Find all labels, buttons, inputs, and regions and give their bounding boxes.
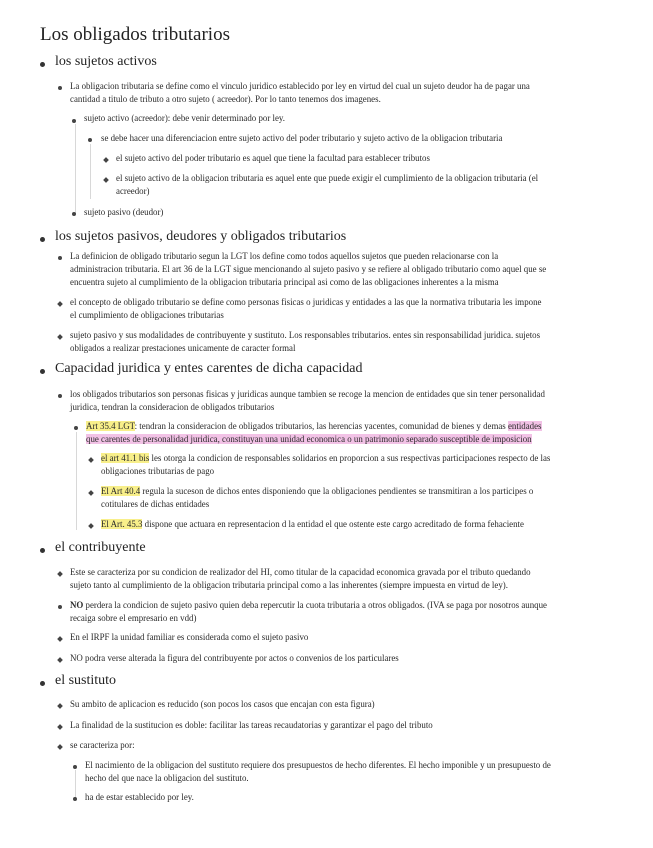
bullet-icon [58, 256, 62, 260]
page-title: Los obligados tributarios [40, 24, 230, 45]
highlight-art-35-4: Art 35.4 LGT [86, 421, 135, 431]
paragraph-line: ha de estar establecido por ley. [85, 792, 194, 802]
thread-line [90, 144, 91, 199]
paragraph-line: Su ambito de aplicacion es reducido (son pocos los casos que encajan con esta figura) [70, 699, 375, 709]
paragraph-line: el concepto de obligado tributario se define como personas fisicas o juridicas y entidades a las que la normativa tributaria les impone [70, 297, 542, 307]
highlight-art-41-1: el art 41.1 bis [101, 453, 150, 463]
paragraph-line: juridica, tendran la consideracion de obligados tributarios [70, 402, 275, 412]
section-heading-contribuyente: el contribuyente [55, 540, 146, 555]
diamond-bullet-icon [88, 457, 94, 463]
section-heading-sustituto: el sustituto [55, 673, 117, 688]
list-item: sujeto pasivo (deudor) [84, 207, 164, 217]
diamond-bullet-icon [103, 177, 109, 183]
diamond-bullet-icon [57, 724, 63, 730]
list-item: el sujeto activo del poder tributario es aquel que tiene la facultad para establecer tributos [116, 153, 430, 163]
diamond-bullet-icon [57, 334, 63, 340]
thread-line [75, 770, 76, 800]
bullet-icon [58, 605, 62, 609]
bullet-icon [40, 369, 45, 374]
paragraph-line: En el IRPF la unidad familiar es considerada como el sujeto pasivo [70, 632, 309, 642]
list-item-art-41-1 [101, 453, 550, 463]
paragraph-line: el cumplimiento de obligaciones tributarias [70, 310, 224, 320]
diamond-bullet-icon [57, 657, 63, 663]
list-item-art-35-4-cont [86, 434, 532, 444]
highlight-art-40-4: El Art 40.4 [101, 486, 141, 496]
list-item-art-45-3 [101, 519, 524, 529]
diamond-bullet-icon [57, 636, 63, 642]
diamond-bullet-icon [88, 490, 94, 496]
highlight-entidades: entidades [507, 421, 542, 431]
list-item-art-40-4 [101, 486, 533, 496]
thread-line [75, 124, 76, 214]
diamond-bullet-icon [57, 301, 63, 307]
list-item: sujeto activo (acreedor): debe venir determinado por ley. [84, 113, 285, 123]
paragraph-line: La obligacion tributaria se define como el vinculo juridico establecido por ley en virtud del cual un sujeto deudor ha de pagar una [70, 81, 530, 91]
bullet-icon [58, 86, 62, 90]
text-span: les otorga la condicion de responsables solidarios en proporcion a sus respectivas participaciones respecto de las [149, 453, 551, 463]
list-item: el sujeto activo de la obligacion tributaria es aquel ente que puede exigir el cumplimiento de la obligacion tributaria (el [116, 173, 539, 183]
paragraph-line: obligados a realizar prestaciones unicamente de caracter formal [70, 343, 296, 353]
bullet-icon [72, 212, 76, 216]
paragraph-line: recaiga sobre el empresario en vdd) [70, 613, 197, 623]
section-heading-sujetos-pasivos: los sujetos pasivos, deudores y obligados tributarios [55, 229, 347, 244]
paragraph-line: hecho del que nace la obligacion del sustituto. [85, 773, 249, 783]
bullet-icon [40, 548, 45, 553]
diamond-bullet-icon [57, 703, 63, 709]
bullet-icon [74, 426, 78, 430]
diamond-bullet-icon [88, 523, 94, 529]
highlight-art-45-3: El Art. 45.3 [101, 519, 143, 529]
bold-text: NO [70, 600, 84, 610]
paragraph-line: sujeto pasivo y sus modalidades de contribuyente y sustituto. Los responsables tributarios. entes sin responsabilidad juridica. sujetos [70, 330, 541, 340]
text-span: dispone que actuara en representacion d la entidad el que ostente este cargo acreditado de forma fehaciente [142, 519, 524, 529]
paragraph-line: administracion tributaria. El art 36 de la LGT sigue mencionando al sujeto pasivo y se refiere al obligado tributario como aquel que se [70, 264, 547, 274]
diamond-bullet-icon [57, 744, 63, 750]
text-span: regula la suceson de dichos entes disponiendo que la obligaciones pendientes se transmitiran a los participes o [140, 486, 534, 496]
diamond-bullet-icon [57, 571, 63, 577]
bullet-icon [88, 138, 92, 142]
text-span: perdera la condicion de sujeto pasivo quien deba repercutir la cuota tributaria a otros obligados. (IVA se paga por nosotros aunque [83, 600, 547, 610]
paragraph-line: los obligados tributarios son personas fisicas y juridicas aunque tambien se recoge la mencion de entidades que sin tener personalidad [70, 389, 545, 399]
diamond-bullet-icon [103, 157, 109, 163]
paragraph-line: cantidad a titulo de tributo a otro sujeto ( acreedor). Por lo tanto tenemos dos imagenes. [70, 94, 381, 104]
paragraph-line: NO podra verse alterada la figura del contribuyente por actos o convenios de los particulares [70, 653, 399, 663]
text-span: : tendran la consideracion de obligados tributarios, las herencias yacentes, comunidad de bienes y demas [134, 421, 508, 431]
section-heading-sujetos-activos: los sujetos activos [55, 54, 157, 69]
list-item-art-40-4-cont: cotitulares de dichas entidades [101, 499, 210, 509]
thread-line [76, 432, 77, 530]
bullet-icon [73, 797, 77, 801]
paragraph-line: sujeto tanto al cumplimiento de la obligacion tributaria principal como a las inherentes (siempre impuesta en virtud de ley). [70, 580, 508, 590]
paragraph-line: encuentra sujeto al cumplimiento de la obligacion tributaria principal asi como de las obligaciones inherentes a la misma [70, 277, 499, 287]
list-item: se debe hacer una diferenciacion entre sujeto activo del poder tributario y sujeto activo de la obligacion tributaria [101, 133, 503, 143]
paragraph-line: Este se caracteriza por su condicion de realizador del HI, como titular de la capacidad economica gravada por el tributo quedando [70, 567, 531, 577]
paragraph-line: se caracteriza por: [70, 740, 135, 750]
paragraph-line [70, 600, 547, 610]
bullet-icon [40, 237, 45, 242]
bullet-icon [72, 119, 76, 123]
section-heading-capacidad-juridica: Capacidad juridica y entes carentes de dicha capacidad [55, 361, 363, 376]
bullet-icon [40, 681, 45, 686]
paragraph-line: El nacimiento de la obligacion del sustituto requiere dos presupuestos de hecho diferentes. El hecho imponible y un presupuesto de [85, 760, 551, 770]
bullet-icon [58, 394, 62, 398]
bullet-icon [73, 765, 77, 769]
list-item: acreedor) [116, 186, 150, 196]
paragraph-line: La definicion de obligado tributario segun la LGT los define como todos aquellos sujetos que pueden relacionarse con la [70, 251, 499, 261]
bullet-icon [40, 62, 45, 67]
list-item-art-35-4 [86, 421, 542, 431]
highlight-entidades-cont: que carentes de personalidad juridica, constituyan una unidad economica o un patrimonio separado susceptible de imposicion [86, 434, 532, 444]
paragraph-line: La finalidad de la sustitucion es doble: facilitar las tareas recaudatorias y garantizar el pago del tributo [70, 720, 433, 730]
list-item-art-41-1-cont: obligaciones tributarias de pago [101, 466, 215, 476]
